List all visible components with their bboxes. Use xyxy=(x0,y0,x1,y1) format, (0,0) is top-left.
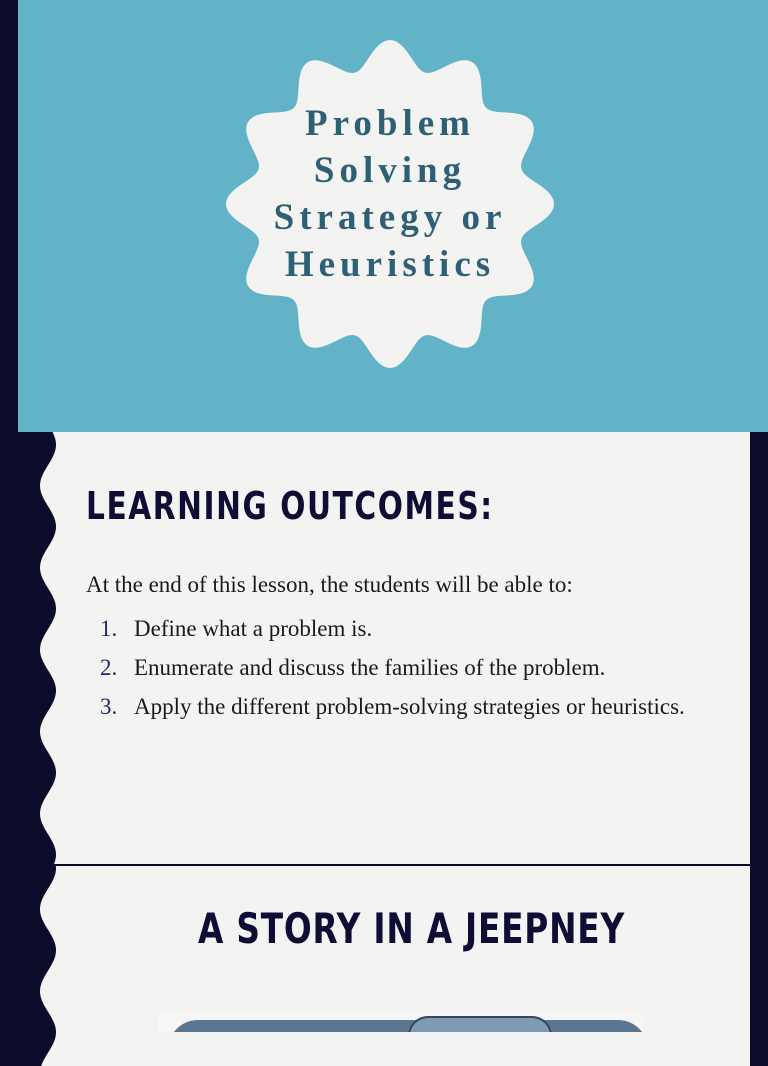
list-item xyxy=(86,612,686,646)
list-number: 1. xyxy=(100,616,118,641)
list-item xyxy=(86,690,686,724)
scalloped-badge xyxy=(222,36,558,372)
list-number: 2. xyxy=(100,655,118,680)
list-text: Define what a problem is. xyxy=(134,616,373,641)
story-slide xyxy=(0,864,768,1024)
list-number: 3. xyxy=(100,694,118,719)
content-panel xyxy=(0,432,750,864)
title-line: Heuristics xyxy=(284,244,496,285)
outcomes-intro: At the end of this lesson, the students will be able to: xyxy=(86,572,573,597)
jeepney-image xyxy=(158,1012,644,1032)
outcomes-list xyxy=(86,612,686,729)
title-line: Solving xyxy=(313,150,467,191)
learning-outcomes-heading: LEARNING OUTCOMES: xyxy=(86,484,494,528)
jeepney-roof xyxy=(168,1020,644,1032)
story-heading: A STORY IN A JEEPNEY xyxy=(198,904,625,953)
learning-outcomes-slide xyxy=(0,432,768,864)
list-item xyxy=(86,651,686,685)
title-line: Problem xyxy=(305,103,475,144)
content-panel xyxy=(0,866,750,1066)
title-line: Strategy or xyxy=(273,197,507,238)
list-text: Enumerate and discuss the families of the problem. xyxy=(134,655,606,680)
title-slide xyxy=(0,0,768,432)
presentation-title xyxy=(222,100,558,288)
list-text: Apply the different problem-solving strategies or heuristics. xyxy=(134,694,685,719)
left-dark-strip xyxy=(0,0,18,432)
jeepney-roof-sign xyxy=(408,1016,552,1032)
wavy-edge-panel xyxy=(0,866,750,1066)
